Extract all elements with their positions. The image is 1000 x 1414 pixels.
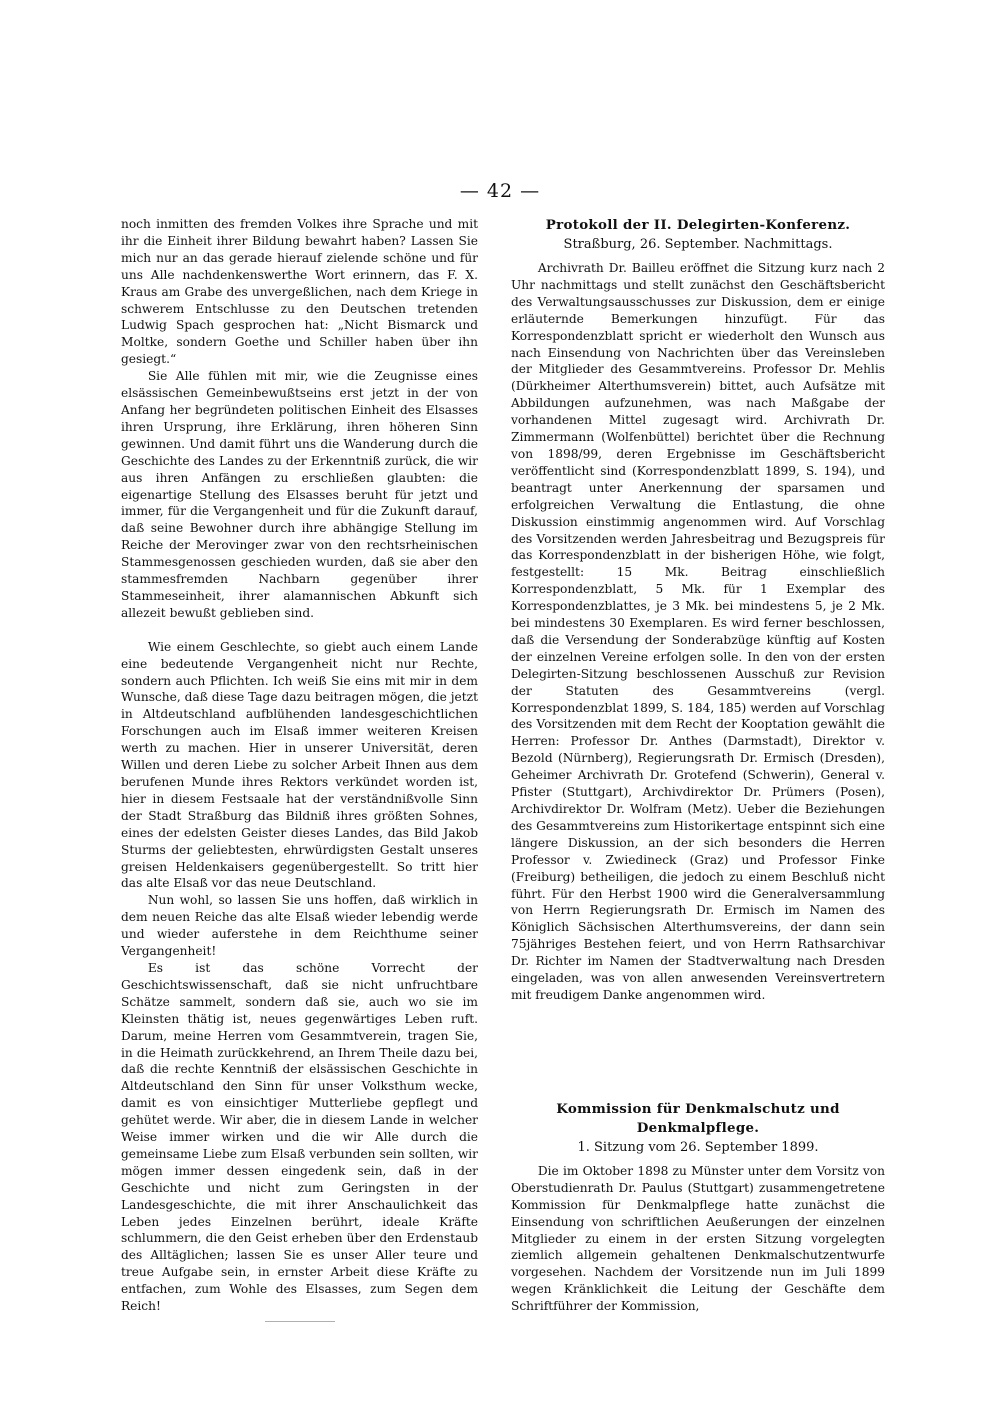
page-number: — 42 — [459, 180, 541, 202]
end-rule [265, 1321, 335, 1322]
left-paragraph-4: Nun wohl, so lassen Sie uns hoffen, daß wirklich in dem neuen Reiche das alte Elsaß wieder lebendig werde und wieder auferstehe in dem Reichthume seiner Vergangenheit! [121, 893, 478, 959]
section-heading-kommission: Kommission für Denkmalschutz und Denkmalpflege. [556, 1100, 840, 1136]
left-paragraph-5: Es ist das schöne Vorrecht der Geschichtswissenschaft, daß sie nicht unfruchtbare Schätze sammelt, sondern daß sie, auch wo sie im Kleinsten thätig ist, neues gegenwärtiges Leben ruft. Darum, meine Herren vom Gesammtverein, tragen Sie, in die Heimath zurückkehrend, an Ihrem Theile dazu bei, daß die rechte Kenntniß der elsässischen Geschichte in Altdeutschland den Sinn für unser Volksthum wecke, damit es von einsichtiger Mutterliebe gepflegt und gehütet werde. Wir aber, die in diesem Lande in welcher Weise immer wirken und die wir Alle durch die gemeinsame Liebe zum Elsaß verbunden sein sollten, wir mögen immer dessen eingedenk sein, daß in der Geschichte und nicht zum Geringsten in der Landesgeschichte, die mit ihrer Anschaulichkeit das Leben jedes Einzelnen berührt, ideale Kräfte schlummern, die den Geist erheben über den Erdenstaub des Alltäglichen; lassen Sie es unser Aller teure und treue Aufgabe sein, in ernster Arbeit diese Kräfte zu entfachen, zum Wohle des Elsasses, zum Segen dem Reich! [121, 960, 478, 1314]
left-column [121, 216, 478, 1322]
section-heading-protokoll: Protokoll der II. Delegirten-Konferenz. [545, 217, 851, 233]
section-subheading-protokoll: Straßburg, 26. September. Nachmittags. [563, 237, 833, 252]
left-paragraph-3: Wie einem Geschlechte, so giebt auch einem Lande eine bedeutende Vergangenheit nicht nur Rechte, sondern auch Pflichten. Ich weiß Sie eins mit mir in dem Wunsche, daß diese Tage dazu beitragen mögen, die jetzt in Altdeutschland aufblühenden landesgeschichtlichen Forschungen auch im Elsaß immer weiteren Kreisen werth zu machen. Hier in unserer Universität, deren Willen und deren Liebe zu solcher Arbeit Ihnen aus dem berufenen Munde ihres Rektors verkündet worden ist, hier in diesem Festsaale hat der verständnißvolle Sinn der Stadt Straßburg das Bildniß ihres größten Sohnes, eines der edelsten Geister dieses Landes, das Bild Jakob Sturms der geliebtesten, ehrwürdigsten Gestalt unseres greisen Heldenkaisers gegenübergestellt. So tritt hier das alte Elsaß vor das neue Deutschland. [121, 639, 478, 891]
kommission-paragraph: Die im Oktober 1898 zu Münster unter dem Vorsitz von Oberstudienrath Dr. Paulus (Stuttgart) zusammengetretene Kommission für Denkmalpflege hatte zunächst die Einsendung von schriftlichen Aeußerungen der einzelnen Mitglieder zu einem in der ersten Sitzung vorgelegten ziemlich allgemein gehaltenen Denkmalschutzentwurfe vorgesehen. Nachdem der Vorsitzende nun im Juli 1899 wegen Kränklichkeit die Leitung der Geschäfte dem Schriftführer der Kommission, [511, 1163, 885, 1314]
section-spacer [511, 1004, 885, 1100]
protokoll-paragraph: Archivrath Dr. Bailleu eröffnet die Sitzung kurz nach 2 Uhr nachmittags und stellt zunächst den Geschäftsbericht des Verwaltungsausschusses zur Diskussion, dem er einige erläuternde Bemerkungen hinzufügt. Für das Korrespondenzblatt spricht er wiederholt den Wunsch aus nach Einsendung von Nachrichten über das Vereinsleben der Mitglieder des Gesammtvereins. Professor Dr. Mehlis (Dürkheimer Alterthumsverein) bittet, auch Aufsätze mit Abbildungen aufzunehmen, was nach Maßgabe der vorhandenen Mittel zugesagt wird. Archivrath Dr. Zimmermann (Wolfenbüttel) berichtet über die Rechnung von 1898/99, deren Ergebnisse im Geschäftsbericht veröffentlicht sind (Korrespondenzblatt 1899, S. 194), und beantragt unter Anerkennung der sparsamen und erfolgreichen Verwaltung die Entlastung, die ohne Diskussion einstimmig angenommen wird. Auf Vorschlag des Vorsitzenden werden Jahresbeitrag und Bezugspreis für das Korrespondenzblatt in der bisherigen Höhe, wie folgt, festgestellt: 15 Mk. Beitrag einschließlich Korrespondenzblatt, 5 Mk. für 1 Exemplar des Korrespondenzblattes, je 3 Mk. bei mindestens 5, je 2 Mk. bei mindestens 30 Exemplaren. Es wird ferner beschlossen, daß die Versendung der Sonderabzüge künftig auf Kosten der einzelnen Vereine erfolgen solle. In den von der ersten Delegirten-Sitzung beschlossenen Ausschuß zur Revision der Statuten des Gesammtvereins (vergl. Korrespondenzblat 1899, S. 184, 185) werden auf Vorschlag des Vorsitzenden mit dem Recht der Kooptation gewählt die Herren: Professor Dr. Anthes (Darmstadt), Direktor v. Bezold (Nürnberg), Regierungsrath Dr. Ermisch (Dresden), Geheimer Archivrath Dr. Grotefend (Schwerin), General v. Pfister (Stuttgart), Archivdirektor Dr. Prümers (Posen), Archivdirektor Dr. Wolfram (Metz). Ueber die Beziehungen des Gesammtvereins zum Historikertage entspinnt sich eine längere Diskussion, an der sich besonders die Herren Professor v. Zwiedineck (Graz) und Professor Finke (Freiburg) betheiligen, die jedoch zu einem Beschluß nicht führt. Für den Herbst 1900 wird die Generalversammlung von Herrn Regierungsrath Dr. Ermisch im Namen des Königlich Sächsischen Alterthumsvereins, der dann sein 75jähriges Bestehen feiert, und von Herrn Rathsarchivar Dr. Richter im Namen der Stadtverwaltung nach Dresden eingeladen, was von allen anwesenden Vereinsvertretern mit freudigem Danke angenommen wird. [511, 261, 885, 1002]
left-paragraph-2: Sie Alle fühlen mit mir, wie die Zeugnisse eines elsässischen Gemeinbewußtseins erst jetzt in der von Anfang her begründeten politischen Einheit des Elsasses ihren Ursprung, ihre Erklärung, ihren höheren Sinn gewinnen. Und damit führt uns die Wanderung durch die Geschichte des Landes zu der Erkenntniß zurück, die wir aus ihren Anfängen zu erschließen glaubten: die eigenartige Stellung des Elsasses beruht für jetzt und immer, für die Vergangenheit und für die Zukunft darauf, daß seine Bewohner durch ihre abhängige Stellung im Reiche der Merovinger zwar von den rechtsrheinischen Stammesgenossen geschieden wurden, daß sie aber den stammesfremden Nachbarn gegenüber ihrer Stammeseinheit, ihrer alamannischen Abkunft sich allezeit bewußt geblieben sind. [121, 369, 478, 620]
left-paragraph-1: noch inmitten des fremden Volkes ihre Sprache und mit ihr die Einheit ihrer Bildung bewahrt haben? Lassen Sie mich nur an das gerade hierauf zielende schöne und für uns Alle nachdenkenswerthe Wort erinnern, das F. X. Kraus am Grabe des unvergeßlichen, nach dem Kriege in schwerem Entschlusse zu den Deutschen tretenden Ludwig Spach gesprochen hat: „Nicht Bismarck und Moltke, sondern Goethe und Schiller haben über ihn gesiegt.“ [121, 217, 478, 367]
section-subheading-kommission: 1. Sitzung vom 26. September 1899. [577, 1139, 819, 1155]
right-column [511, 216, 885, 1315]
